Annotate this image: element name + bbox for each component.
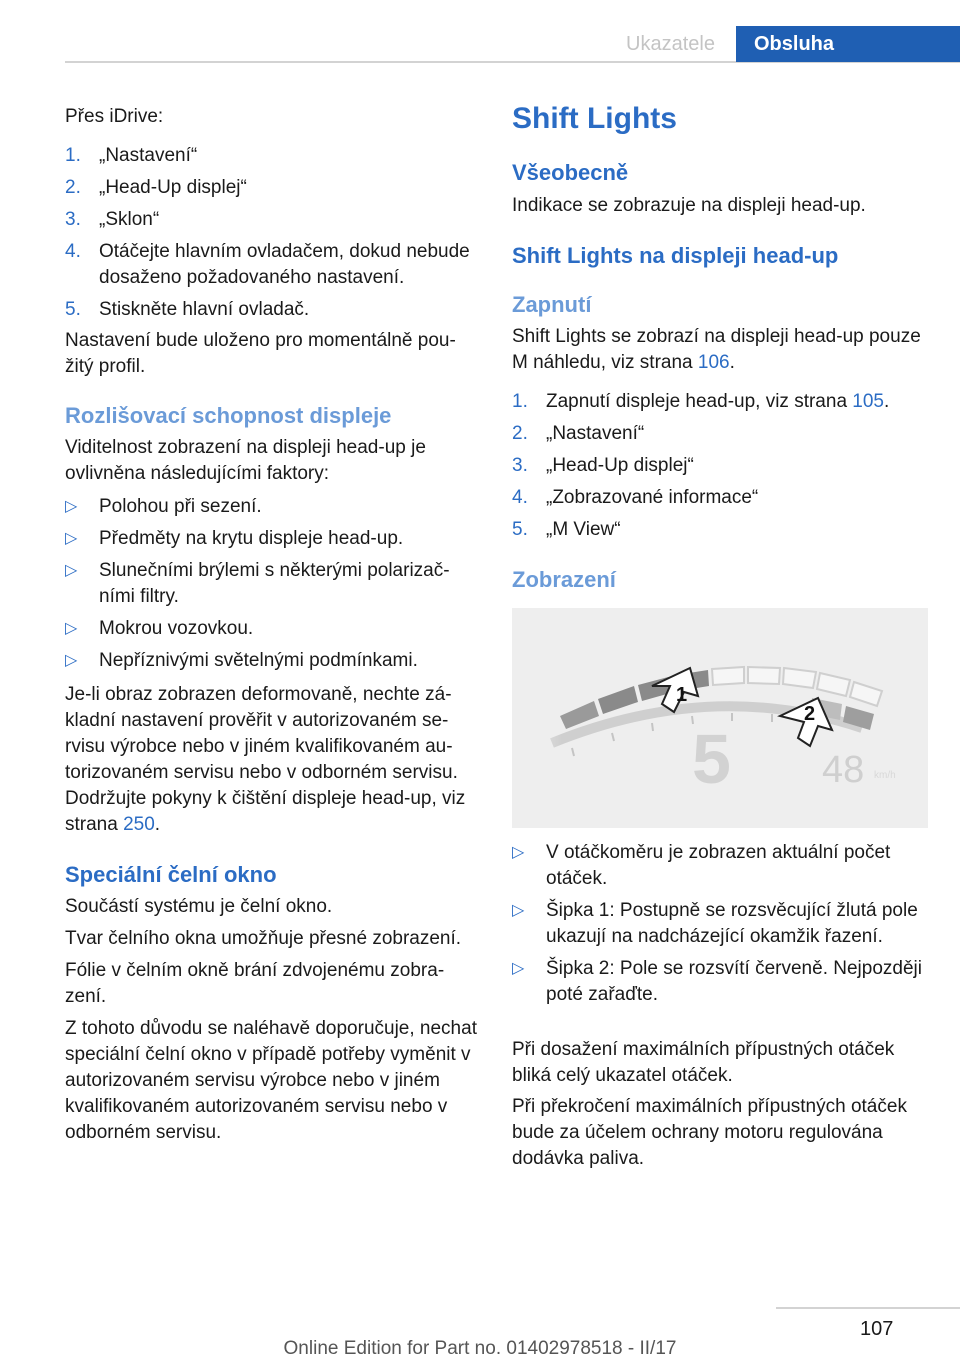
edition-footer: Online Edition for Part no. 01402978518 - II/17 — [283, 1338, 677, 1359]
page-title: Shift Lights — [512, 102, 677, 135]
list-item: 2. „Head-Up displej“ — [65, 177, 247, 198]
shift-lights-figure — [512, 608, 928, 828]
triangle-bullet-icon: ▷ — [65, 530, 78, 547]
page-link-105[interactable]: 105 — [852, 391, 884, 412]
triangle-bullet-icon: ▷ — [512, 844, 525, 861]
list-item: 3. „Sklon“ — [65, 209, 160, 230]
windshield-p1: Součástí systému je čelní okno. — [65, 896, 333, 917]
windshield-p3: Fólie v čelním okně brání zdvojenému zobrazení. — [65, 960, 445, 1007]
activation-heading: Zapnutí — [512, 292, 592, 317]
over-rpm-note: Při překročení maximálních přípustných otáček bude za účelem ochrany motoru regulována dodávka paliva. — [512, 1096, 907, 1169]
triangle-bullet-icon: ▷ — [65, 498, 78, 515]
deform-note: Je-li obraz zobrazen deformovaně, nechte základní nastavení prověřit v autorizovaném servisu výrobce nebo v jiném kvalifikovaném autorizovaném servisu nebo v odborném servisu. — [65, 684, 458, 783]
list-item: ▷ Polohou při sezení. — [65, 494, 477, 520]
activation-steps — [512, 389, 928, 549]
shift-lights-illustration — [512, 608, 928, 828]
triangle-bullet-icon: ▷ — [65, 562, 78, 579]
display-heading: Zobrazení — [512, 567, 616, 592]
list-item: 1. „Nastavení“ — [65, 145, 198, 166]
activation-text: Shift Lights se zobrazí na displeji head-up pouze M náhledu, viz strana 106. — [512, 326, 921, 373]
list-item: ▷ Slunečními brýlemi s některými polarizačními filtry. — [65, 560, 450, 607]
page-link-106[interactable]: 106 — [697, 352, 730, 373]
list-item: 4. Otáčejte hlavním ovladačem, dokud nebude dosaženo požadovaného nastavení. — [65, 241, 470, 288]
saved-note: Nastavení bude uloženo pro momentálně použitý profil. — [65, 330, 456, 377]
tab-obsluha[interactable]: Obsluha — [736, 26, 960, 62]
page-number: 107 — [860, 1318, 894, 1340]
resolution-heading: Rozlišovací schopnost displeje — [65, 403, 392, 428]
windshield-p4: Z tohoto důvodu se naléhavě doporučuje, nechat speciální čelní okno v případě potřeby vyměnit v autorizovaném servisu výrobce nebo v jiném kvalifikovaném autorizovaném servisu nebo v odborném servisu. — [65, 1018, 477, 1143]
list-item: ▷ Mokrou vozovkou. — [65, 616, 477, 642]
list-item: 4. „Zobrazované informace“ — [512, 487, 759, 508]
triangle-bullet-icon: ▷ — [65, 620, 78, 637]
windshield-p2: Tvar čelního okna umožňuje přesné zobrazení. — [65, 928, 462, 949]
figure-notes — [512, 840, 928, 1014]
list-item: ▷ Předměty na krytu displeje head-up. — [65, 526, 477, 552]
list-item: ▷ Šipka 1: Postupně se rozsvěcující žlutá pole ukazují na nadcházející okamžik řazení. — [512, 900, 918, 947]
list-item: 2. „Nastavení“ — [512, 423, 645, 444]
intro-text: Přes iDrive: — [65, 106, 164, 127]
resolution-intro: Viditelnost zobrazení na displeji head-up je ovlivněna následujícími faktory: — [65, 437, 426, 484]
page-link-250[interactable]: 250 — [123, 814, 155, 835]
hud-heading: Shift Lights na displeji head-up — [512, 243, 839, 268]
list-item: ▷ Nepříznivými světelnými podmínkami. — [65, 648, 477, 674]
factor-list — [65, 494, 477, 680]
list-item: ▷ Šipka 2: Pole se rozsvítí červeně. Nejpozději poté zařaďte. — [512, 958, 922, 1005]
general-text: Indikace se zobrazuje na displeji head-up. — [512, 195, 866, 216]
triangle-bullet-icon: ▷ — [512, 960, 525, 977]
idrive-steps — [65, 143, 477, 329]
footer-rule — [776, 1307, 960, 1309]
list-item: 5. Stiskněte hlavní ovladač. — [65, 299, 310, 320]
clean-note: Dodržujte pokyny k čištění displeje head-up, viz strana 250. — [65, 788, 466, 835]
general-heading: Všeobecně — [512, 160, 629, 185]
max-rpm-note: Při dosažení maximálních přípustných otáček bliká celý ukazatel otáček. — [512, 1039, 895, 1086]
list-item: 5. „M View“ — [512, 519, 621, 540]
list-item: ▷ V otáčkoměru je zobrazen aktuální počet otáček. — [512, 842, 891, 889]
windshield-heading: Speciální čelní okno — [65, 862, 277, 887]
list-item: 3. „Head-Up displej“ — [512, 455, 694, 476]
list-item: 1. Zapnutí displeje head-up, viz strana 105. — [512, 391, 890, 412]
triangle-bullet-icon: ▷ — [512, 902, 525, 919]
tab-ukazatele[interactable]: Ukazatele — [626, 33, 715, 55]
triangle-bullet-icon: ▷ — [65, 652, 78, 669]
